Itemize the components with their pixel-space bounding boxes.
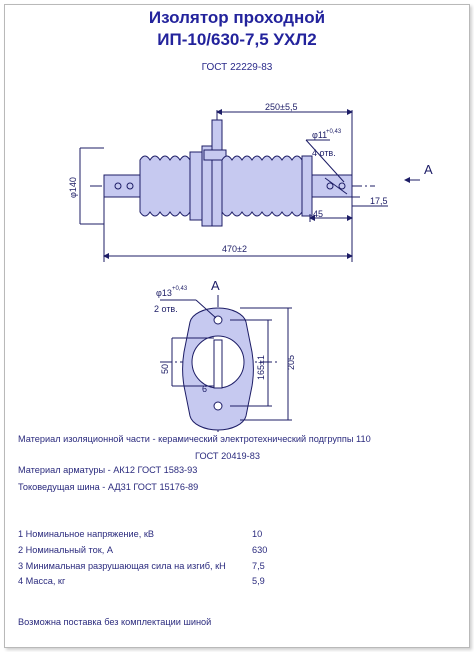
spec-label: 2 Номинальный ток, А [18,545,114,555]
view-a-hole-tolerance: +0,43 [172,286,188,292]
view-a-dim-50: 50 [160,363,170,374]
view-a-dim-6: 6 [202,384,208,394]
standard-label: ГОСТ 22229-83 [201,62,273,73]
dim-17-5: 17,5 [370,196,388,206]
dim-hole-diameter: φ11 [312,130,328,140]
model-title: ИП-10/630-7,5 УХЛ2 [157,30,317,49]
material-fittings: Материал арматуры - АК12 ГОСТ 1583-93 [18,465,198,475]
dim-hole-tolerance: +0,43 [326,129,342,135]
dim-140: φ140 [68,177,78,198]
dim-470: 470±2 [222,244,247,254]
flange-hole-bottom [214,402,222,410]
insulator-left [140,156,190,216]
busbar-section [214,340,222,388]
view-a-title: A [211,278,220,293]
spec-value: 5,9 [252,576,265,586]
spec-value: 7,5 [252,561,265,571]
side-view [80,110,420,262]
spec-label: 4 Масса, кг [18,576,66,586]
view-marker-a: A [424,162,433,177]
insulator-cap-right [302,156,312,216]
view-a [160,295,292,432]
spec-label: 3 Минимальная разрушающая сила на изгиб, кН [18,561,226,571]
spec-value: 10 [252,529,263,539]
insulator-right [222,156,302,216]
view-a-dim-165: 165±1 [256,355,266,380]
material-insulation-standard: ГОСТ 20419-83 [195,451,260,461]
spec-label: 1 Номинальное напряжение, кВ [18,529,154,539]
spec-value: 630 [252,545,268,555]
dim-holes-count: 4 отв. [312,148,336,158]
view-a-dim-205: 205 [286,354,296,370]
flange-plate [212,120,222,226]
material-busbar: Токоведущая шина - АД31 ГОСТ 15176-89 [18,482,199,492]
dim-45: 45 [313,209,324,219]
dim-250: 250±5,5 [265,102,298,112]
view-a-hole-diameter: φ13 [156,288,172,298]
material-insulation: Материал изоляционной части - керамический электротехнический подгруппы 110 [18,434,371,444]
insulator-cap-left [190,152,202,220]
view-a-holes-count: 2 отв. [154,304,178,314]
page-title: Изолятор проходной [148,8,326,27]
footnote: Возможна поставка без комплектации шиной [18,617,212,627]
